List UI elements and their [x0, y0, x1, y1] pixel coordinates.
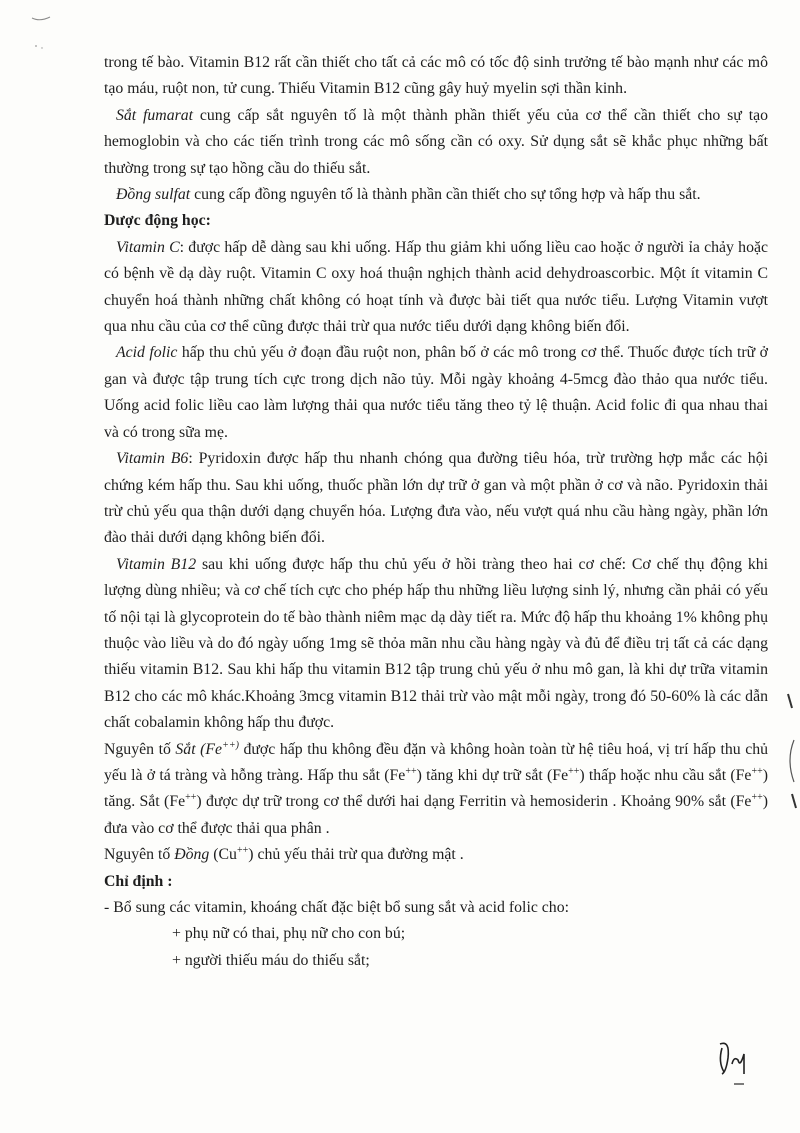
paragraph-text: ) tăng khi dự trữ sắt (Fe [416, 766, 569, 784]
superscript: ++ [185, 792, 197, 804]
scan-speck-mark [30, 14, 54, 54]
term-copper: Đồng [174, 846, 210, 864]
paragraph-iron-fumarate [104, 103, 768, 182]
paragraph-b12-intro [104, 50, 768, 103]
paragraph-text: ) chủ yếu thải trừ qua đường mật . [248, 846, 464, 864]
superscript: ++) [222, 739, 239, 751]
indication-item: - Bổ sung các vitamin, khoáng chất đặc biệt bổ sung sắt và acid folic cho: [104, 899, 569, 916]
paragraph-text: trong tế bào. Vitamin B12 rất cần thiết cho tất cả các mô có tốc độ sinh trưởng tế bào mạnh như các mô tạo máu, ruột non, tử cung. Thiếu Vitamin B12 cũng gây huỷ myelin sợi thần kinh. [104, 54, 768, 98]
paragraph-text: được hấp thu không đều đặn và không hoàn toàn từ hệ tiêu hoá, vị trí hấp thu chủ yếu là ở tá tràng và hỗng tràng. Hấp thu sắt (Fe [104, 740, 769, 784]
paragraph-iron [104, 737, 768, 843]
heading-indications: Chỉ định : [104, 872, 173, 890]
term-vitamin-b12: Vitamin B12 [116, 555, 197, 573]
term-iron-fumarate: Sắt fumarat [116, 106, 194, 124]
term-copper-sulfate: Đồng sulfat [116, 186, 191, 204]
term-folic-acid: Acid folic [116, 344, 178, 362]
document-page [104, 50, 768, 974]
paragraph-text: : được hấp dễ dàng sau khi uống. Hấp thu giảm khi uống liều cao hoặc ở người ỉa chảy hoặc có bệnh về dạ dày ruột. Vitamin C oxy hoá thuận nghịch thành acid dehydroascorbic. Một ít vitamin C chuyển hoá thành những chất không có hoạt tính và được bài tiết qua nước tiểu. Lượng Vitamin vượt qua nhu cầu của cơ thể cũng được thải trừ qua nước tiểu dưới dạng không biến đổi. [104, 238, 769, 336]
superscript: ++ [751, 792, 763, 804]
paragraph-text: cung cấp đồng nguyên tố là thành phần cần thiết cho sự tổng hợp và hấp thu sắt. [190, 186, 701, 204]
paragraph-text: ) đưa vào cơ thể được thải qua phân . [104, 793, 768, 837]
paragraph-vitamin-c [104, 235, 768, 341]
term-iron [175, 741, 239, 758]
term-vitamin-c: Vitamin C [116, 238, 180, 256]
paragraph-copper [104, 842, 768, 868]
paragraph-vitamin-b6 [104, 446, 768, 552]
binding-edge-mark [782, 690, 800, 820]
paragraph-text: sau khi uống được hấp thu chủ yếu ở hồi tràng theo hai cơ chế: Cơ chế thụ động khi lượng dùng nhiều; và cơ chế tích cực cho phép hấp thu những liều lượng sinh lý, nhưng cần phải có yếu tố nội tại là glycoprotein do tế bào thành niêm mạc dạ dày tiết ra. Mức độ hấp thu khoảng 1% không phụ thuộc vào liều và do đó ngày uống 1mg sẽ thỏa mãn nhu cầu hàng ngày và đủ để điều trị tất cả các dạng thiếu vitamin B12. Sau khi hấp thu vitamin B12 tập trung chủ yếu ở nhu mô gan, là khi dự trữa vitamin B12 cho các mô khác.Khoảng 3mcg vitamin B12 thải trừ vào mật mỗi ngày, trong đó 50-60% là các dẫn chất cobalamin không hấp thu được. [104, 555, 769, 732]
indication-subitem: + người thiếu máu do thiếu sắt; [172, 951, 370, 969]
term-text: Sắt (Fe [175, 740, 223, 758]
superscript: ++ [405, 765, 417, 777]
paragraph-text: cung cấp sắt nguyên tố là một thành phần thiết yếu của cơ thể cần thiết cho sự tạo hemoglobin và cho các tiến trình trong các mô sống cần có oxy. Sử dụng sắt sẽ khắc phục những bất thường trong sự tạo hồng cầu do thiếu sắt. [104, 106, 768, 177]
paragraph-vitamin-b12 [104, 552, 768, 737]
paragraph-text: : Pyridoxin được hấp thu nhanh chóng qua đường tiêu hóa, trừ trường hợp mắc các hội chứng kém hấp thu. Sau khi uống, thuốc phần lớn dự trữ ở gan và một phần ở cơ và não. Pyridoxin thải trừ chủ yếu qua thận dưới dạng chuyển hóa. Lượng đưa vào, nếu vượt quá nhu cầu hàng ngày, phần lớn đào thải dưới dạng không biến đổi. [104, 450, 768, 547]
heading-pharmacokinetics: Dược động học: [104, 212, 211, 230]
superscript: ++ [568, 765, 580, 777]
paragraph-text: ) tăng. Sắt (Fe [104, 766, 768, 811]
paragraph-text: hấp thu chủ yếu ở đoạn đầu ruột non, phân bố ở các mô trong cơ thể. Thuốc được tích trữ ở gan và được tập trung tích cực trong dịch não tủy. Mỗi ngày khoảng 4-5mcg đào thảo qua nước tiểu. Uống acid folic liều cao làm lượng thải qua nước tiểu tăng theo tỷ lệ thuận. Acid folic đi qua nhau thai và có trong sữa mẹ. [104, 344, 768, 441]
initials-signature-mark [714, 1038, 756, 1090]
paragraph-folic-acid [104, 340, 768, 446]
superscript: ++ [751, 765, 763, 777]
paragraph-text: ) được dự trữ trong cơ thể dưới hai dạng Ferritin và hemosiderin . Khoảng 90% sắt (Fe [196, 793, 752, 811]
indication-subitem: + phụ nữ có thai, phụ nữ cho con bú; [172, 925, 406, 943]
term-vitamin-b6: Vitamin B6 [116, 450, 189, 468]
paragraph-text: Nguyên tố [104, 846, 175, 864]
paragraph-text: Nguyên tố [104, 740, 176, 758]
paragraph-text: (Cu [209, 846, 237, 864]
paragraph-copper-sulfate [104, 182, 768, 208]
paragraph-text: ) thấp hoặc nhu cầu sắt (Fe [579, 766, 752, 784]
superscript: ++ [236, 845, 249, 857]
